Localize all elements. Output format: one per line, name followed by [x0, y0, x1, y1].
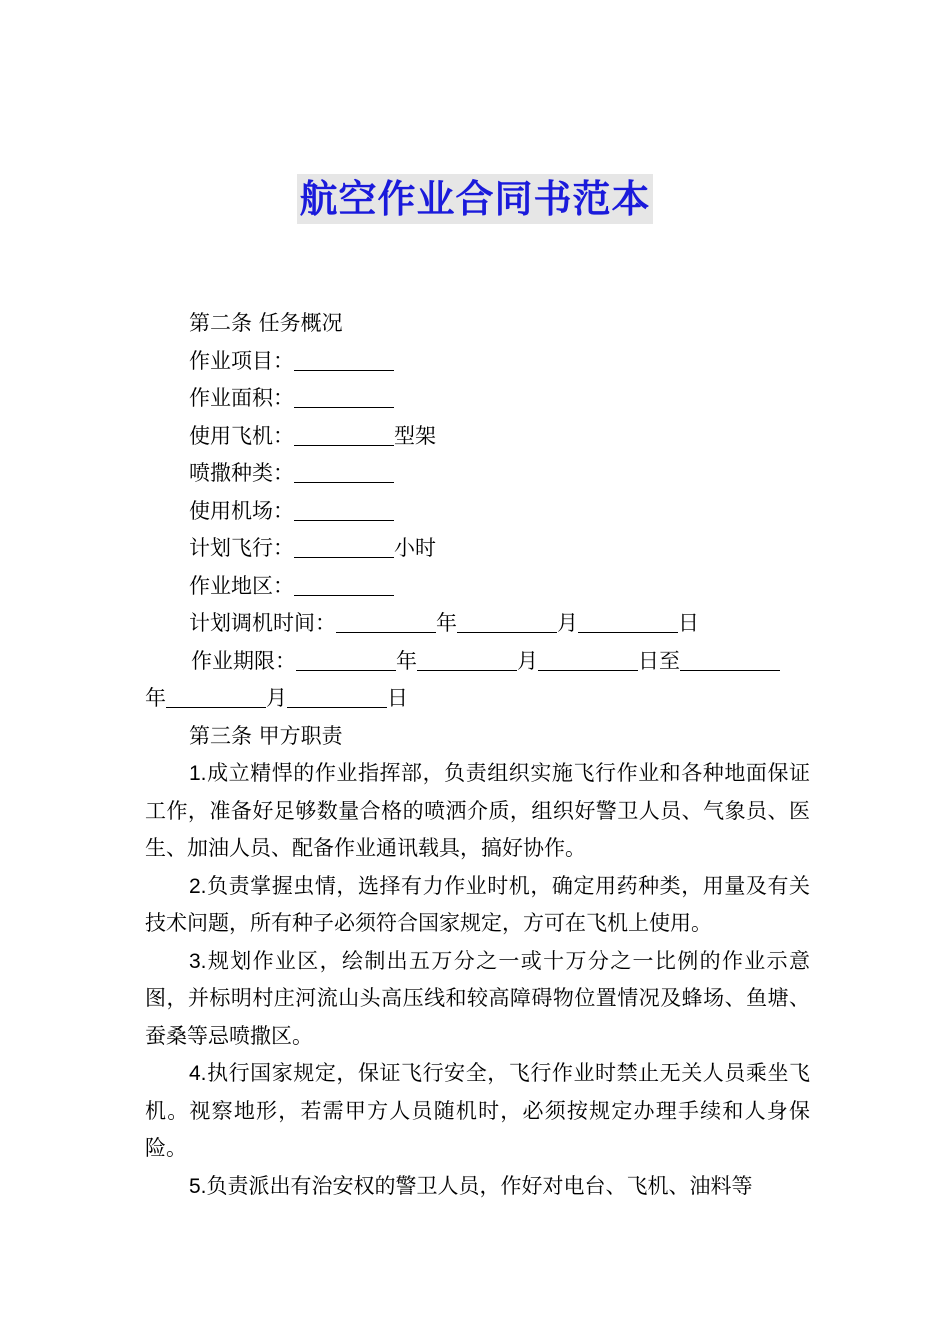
field-region-label: 作业地区：	[189, 573, 294, 598]
field-dispatch	[145, 605, 810, 643]
area-blank[interactable]	[294, 386, 394, 408]
region-blank[interactable]	[294, 574, 394, 596]
period-end-month-blank[interactable]	[166, 686, 266, 708]
period-end-day-blank[interactable]	[287, 686, 387, 708]
duty-item-2-text: 负责掌握虫情，选择有力作业时机，确定用药种类，用量及有关技术问题，所有种子必须符合国家规定，方可在飞机上使用。	[145, 873, 810, 935]
field-dispatch-label: 计划调机时间：	[189, 611, 336, 635]
period-start-month-blank[interactable]	[417, 649, 517, 671]
duty-item-4-num: 4.	[189, 1062, 207, 1085]
duty-item-2	[145, 868, 810, 943]
field-spray-label: 喷撒种类：	[189, 461, 294, 485]
field-flight-suffix: 小时	[394, 536, 436, 560]
period-start-day-blank[interactable]	[538, 649, 638, 671]
period-end-year-unit: 年	[145, 686, 166, 710]
section3-heading: 第三条 甲方职责	[189, 723, 343, 748]
duty-item-3-num: 3.	[189, 949, 207, 973]
field-project	[145, 343, 810, 381]
field-flight	[145, 530, 810, 568]
dispatch-day-blank[interactable]	[578, 611, 678, 633]
duty-item-1-text: 成立精悍的作业指挥部，负责组织实施飞行作业和各种地面保证工作，准备好足够数量合格的喷洒介质，组织好警卫人员、气象员、医生、加油人员、配备作业通讯载具，搞好协作。	[145, 761, 810, 860]
duty-item-1-num: 1.	[189, 762, 207, 785]
dispatch-month-unit: 月	[557, 611, 578, 635]
field-plane-label: 使用飞机：	[189, 423, 294, 448]
document-body	[145, 305, 810, 1205]
period-end-month-unit: 月	[266, 686, 287, 710]
duty-item-4-text: 执行国家规定，保证飞行安全，飞行作业时禁止无关人员乘坐飞机。视察地形，若需甲方人员随机时，必须按规定办理手续和人身保险。	[145, 1061, 810, 1160]
field-airport	[145, 493, 810, 531]
period-start-year-unit: 年	[396, 648, 417, 673]
spray-blank[interactable]	[294, 461, 394, 483]
duty-item-2-num: 2.	[189, 874, 207, 898]
duty-item-1	[145, 755, 810, 868]
duty-item-3-text: 规划作业区，绘制出五万分之一或十万分之一比例的作业示意图，并标明村庄河流山头高压线和较高障碍物位置情况及蜂场、鱼塘、蚕桑等忌喷撒区。	[145, 948, 810, 1048]
duty-item-3	[145, 943, 810, 1056]
airport-blank[interactable]	[294, 499, 394, 521]
project-blank[interactable]	[294, 349, 394, 371]
field-area-label: 作业面积：	[189, 386, 294, 410]
dispatch-year-unit: 年	[436, 611, 457, 635]
field-spray	[145, 455, 810, 493]
duty-item-5-num: 5.	[189, 1174, 207, 1198]
field-flight-label: 计划飞行：	[189, 536, 294, 560]
period-start-day-unit: 日至	[638, 648, 680, 673]
flight-blank[interactable]	[294, 536, 394, 558]
duty-item-5-text: 负责派出有治安权的警卫人员，作好对电台、飞机、油料等	[206, 1173, 753, 1198]
period-end-day-unit: 日	[387, 686, 408, 710]
field-region	[145, 568, 810, 606]
document-title: 航空作业合同书范本	[297, 174, 652, 224]
plane-blank[interactable]	[294, 424, 394, 446]
field-period-label: 作业期限：	[191, 648, 296, 673]
duty-item-5	[145, 1168, 810, 1206]
field-plane	[145, 418, 810, 456]
title-wrap	[0, 174, 950, 224]
dispatch-month-blank[interactable]	[457, 611, 557, 633]
field-area	[145, 380, 810, 418]
period-start-month-unit: 月	[517, 648, 538, 673]
section2-heading: 第二条 任务概况	[189, 311, 343, 335]
field-project-label: 作业项目：	[189, 348, 294, 373]
period-start-year-blank[interactable]	[296, 649, 396, 671]
period-end-year-blank[interactable]	[680, 649, 780, 671]
field-period	[145, 643, 810, 681]
duty-item-4	[145, 1055, 810, 1168]
field-plane-suffix: 型架	[394, 423, 436, 448]
field-airport-label: 使用机场：	[189, 498, 294, 523]
field-period-cont	[145, 680, 810, 718]
dispatch-year-blank[interactable]	[336, 611, 436, 633]
dispatch-day-unit: 日	[678, 611, 699, 635]
